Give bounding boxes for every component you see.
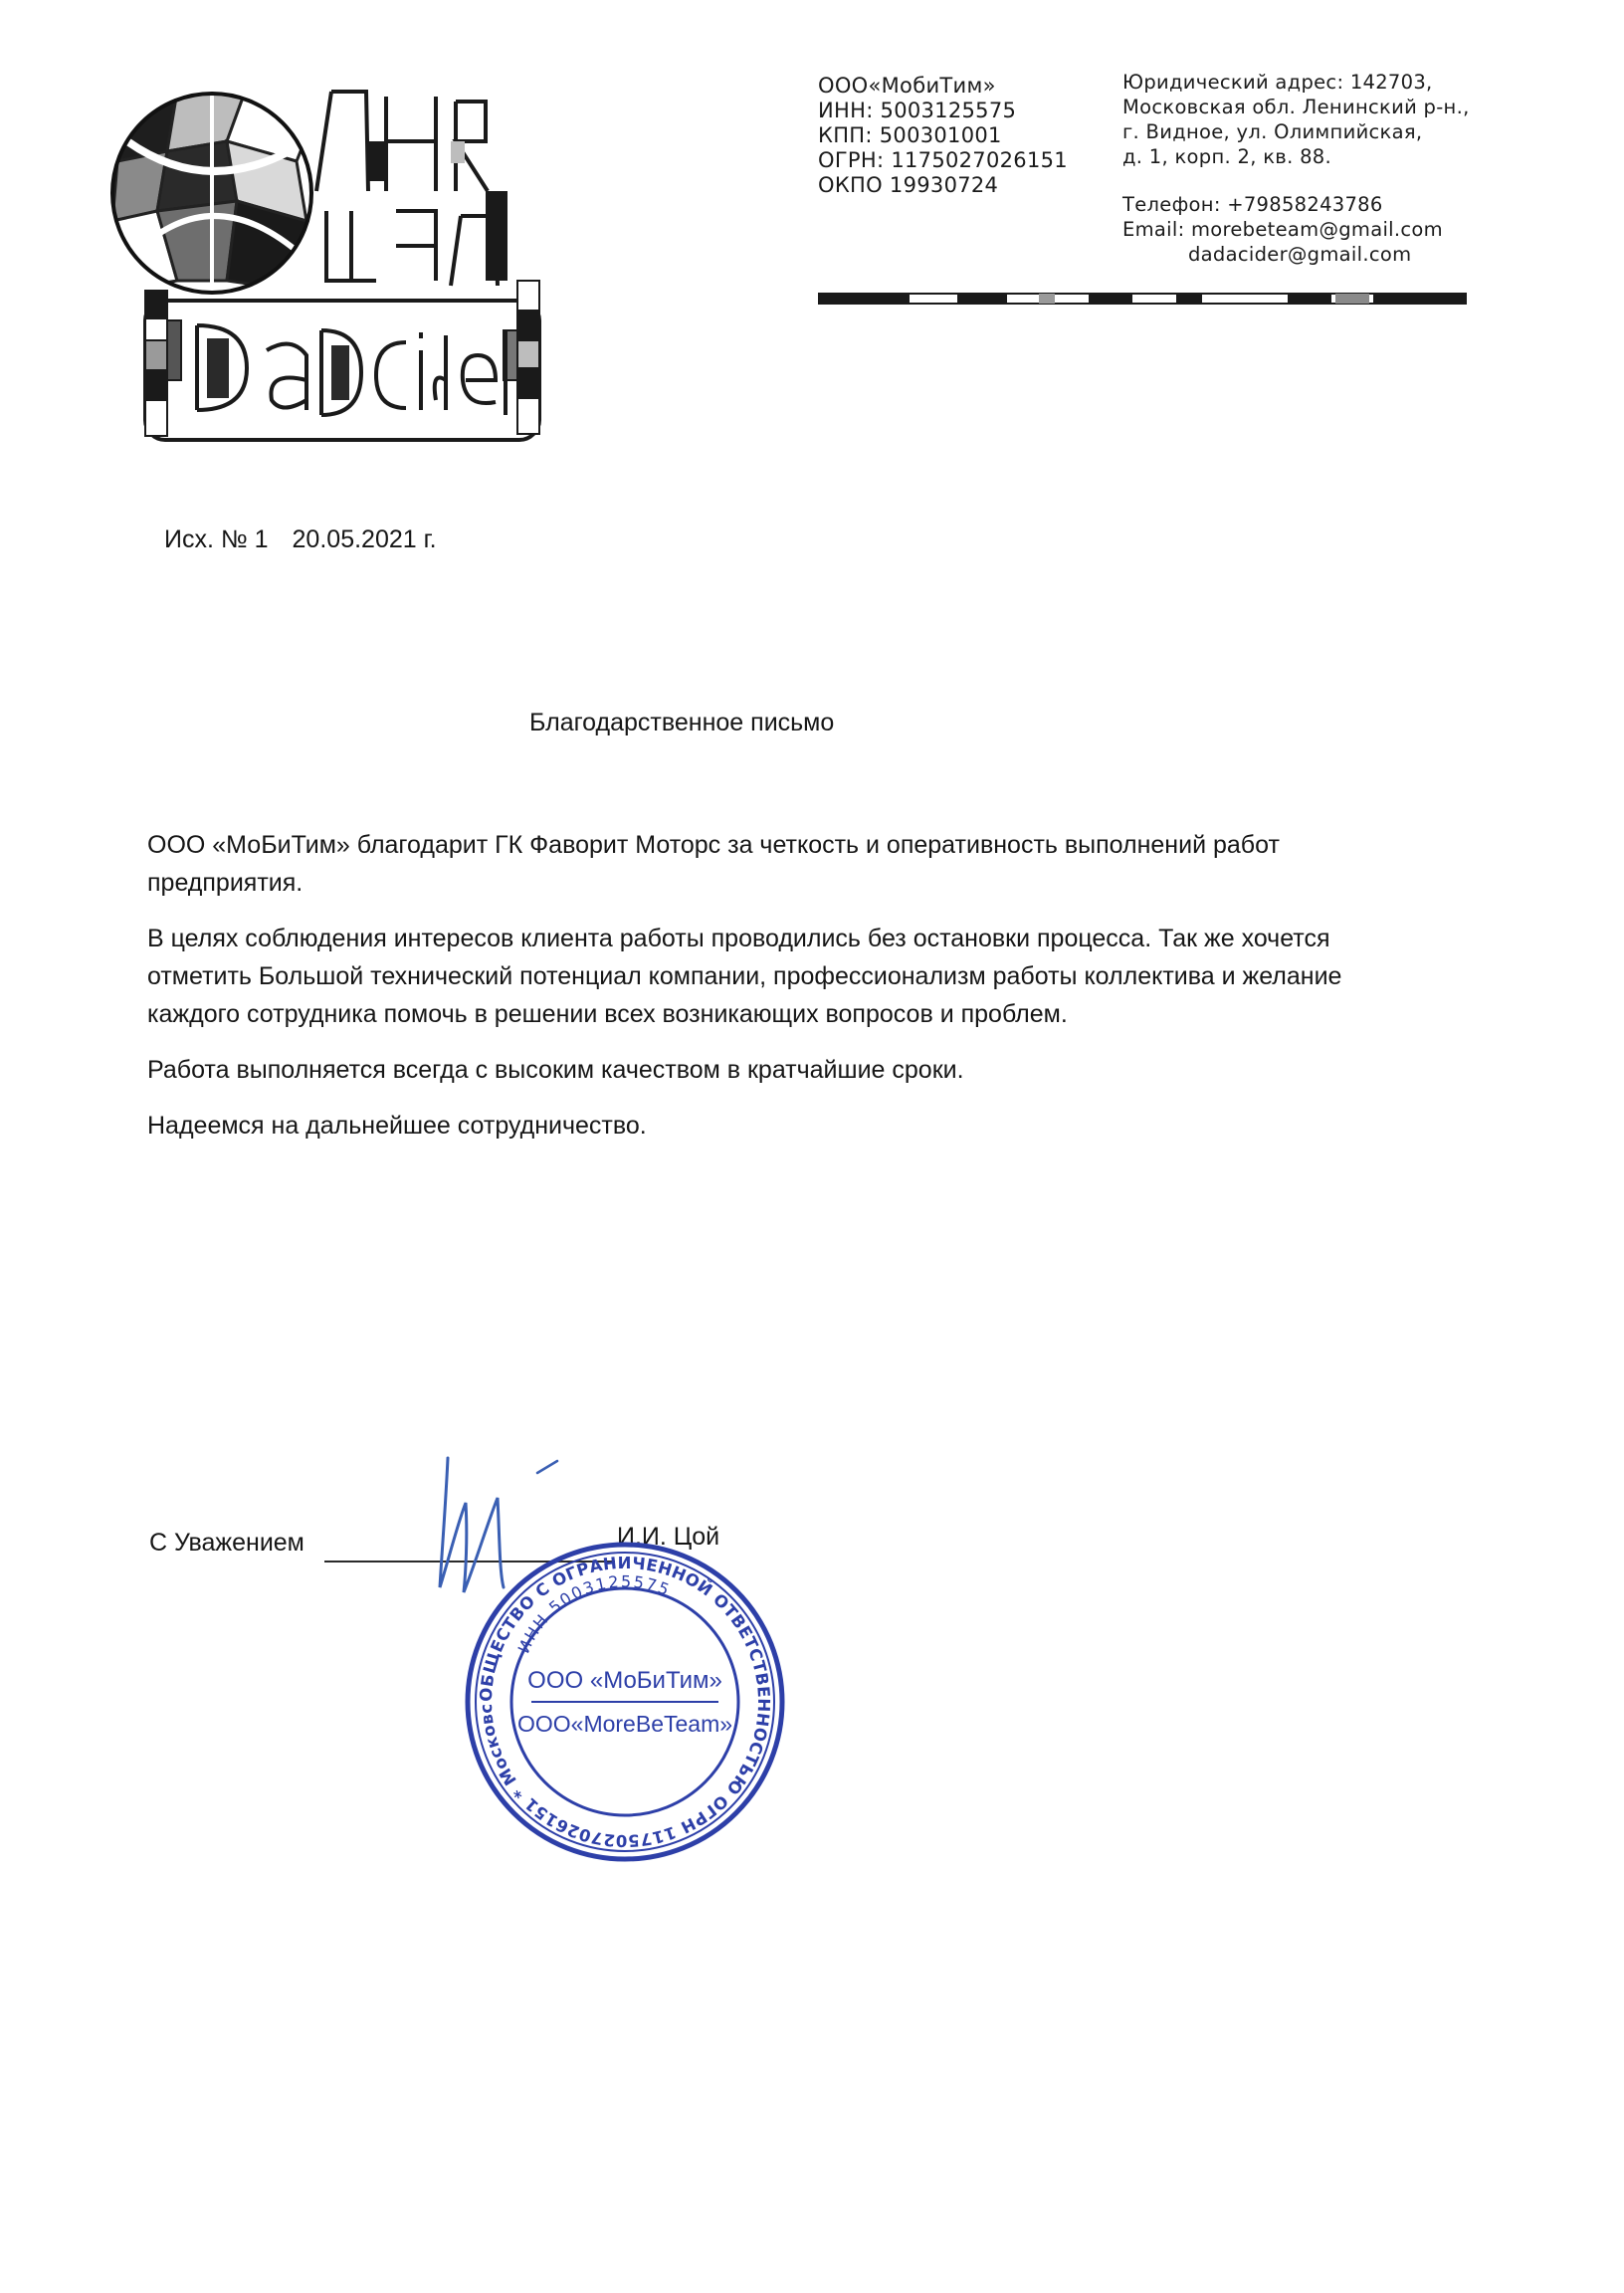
letter-body <box>147 826 1530 1162</box>
seal-inn: ИНН 5003125575 <box>513 1571 674 1656</box>
company-ogrn: ОГРН: 1175027026151 <box>818 148 1068 172</box>
legal-address-line-4: д. 1, корп. 2, кв. 88. <box>1122 145 1331 168</box>
email-1: Email: morebeteam@gmail.com <box>1122 218 1443 241</box>
paragraph-4: Надеемся на дальнейшее сотрудничество. <box>147 1112 647 1140</box>
legal-address-line-2: Московская обл. Ленинский р-н., <box>1122 96 1470 118</box>
legal-details <box>1122 70 1540 267</box>
paragraph-1: ООО «МоБиТим» благодарит ГК Фаворит Моторс за четкость и оперативность выполнений работ предприятия. <box>147 831 1280 897</box>
seal-line-2: ООО«MoreBeTeam» <box>516 1711 733 1737</box>
company-okpo: ОКПО 19930724 <box>818 173 999 197</box>
company-kpp: КПП: 500301001 <box>818 123 1002 147</box>
email-2: dadacider@gmail.com <box>1188 243 1412 266</box>
seal-line-1: ООО «МоБиТим» <box>527 1667 722 1694</box>
phone: Телефон: +79858243786 <box>1122 193 1383 216</box>
header-divider <box>818 291 1467 307</box>
letter-date: 20.05.2021 г. <box>292 525 437 553</box>
seal-outer-text: ОБЩЕСТВО С ОГРАНИЧЕННОЙ ОТВЕТСТВЕННОСТЬЮ ОГРН 1175027026151 * Московс <box>476 1553 774 1851</box>
closing-phrase: С Уважением <box>149 1529 304 1557</box>
signer-name: И.И. Цой <box>617 1523 720 1551</box>
company-seal <box>458 1535 792 1869</box>
outgoing-reference <box>164 525 437 554</box>
company-details <box>818 74 1116 198</box>
legal-address-line-3: г. Видное, ул. Олимпийская, <box>1122 120 1423 143</box>
company-name: ООО«МобиТим» <box>818 74 996 98</box>
outgoing-number: Исх. № 1 <box>164 525 269 553</box>
letter-title: Благодарственное письмо <box>529 709 835 736</box>
legal-address-line-1: Юридический адрес: 142703, <box>1122 71 1433 94</box>
paragraph-2: В целях соблюдения интересов клиента работы проводились без остановки процесса. Так же хочется отметить Большой технический потенциал компании, профессионализм работы коллектива и желание каждого сотрудника помочь в решении всех возникающих вопросов и проблем. <box>147 925 1342 1028</box>
paragraph-3: Работа выполняется всегда с высоким качеством в кратчайшие сроки. <box>147 1056 964 1084</box>
company-inn: ИНН: 5003125575 <box>818 99 1017 122</box>
company-logo <box>107 82 575 472</box>
